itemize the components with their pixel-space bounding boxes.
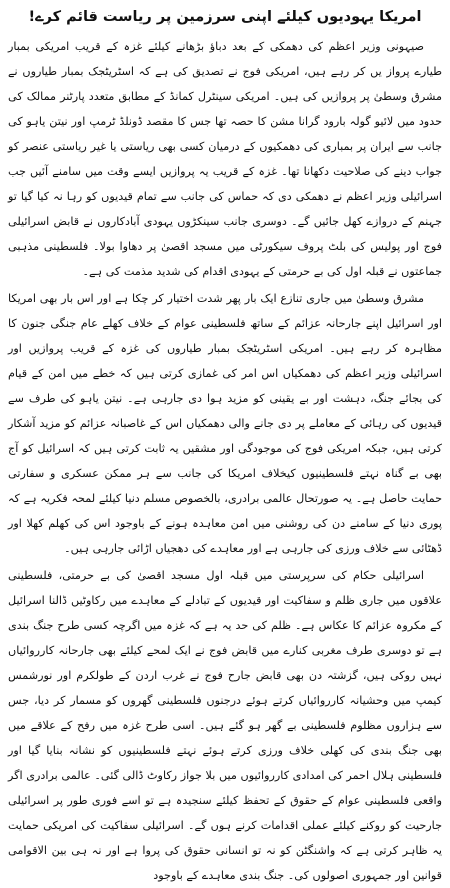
article-paragraph-1: صیہونی وزیر اعظم کی دھمکی کے بعد دباؤ بڑھانے کیلئے غزہ کے قریب امریکی بمبار طیارے پرواز یں کر رہے ہیں، امریکی فوج نے تصدیق کی ہے کہ اسٹریٹجک بمبار طیاروں نے مشرق وسطیٰ پر پروازیں کی ہیں۔ امریکی سینٹرل کمانڈ کے مطابق متعدد پارٹنر ممالک کی حدود میں لائیو گولہ بارود گرانا مشن کا حصہ تھا جس کا مقصد ڈونلڈ ٹرمپ اور نیتن یاہو کی جانب سے ایران پر بمباری کی دھمکیوں کے درمیان کسی بھی ریاستی یا غیر ریاستی عنصر کو جواب دینے کی صلاحیت دکھانا تھا۔ غزہ کے قریب یہ پروازیں ایسے وقت میں سامنے آئیں جب اسرائیلی وزیر اعظم نے دھمکی دی کہ حماس کی جانب سے تمام قیدیوں کو رہا نہ کیا گیا تو جہنم کے دروازے کھل جائیں گے۔ دوسری جانب سینکڑوں یہودی آبادکاروں نے قابض اسرائیلی فوج اور پولیس کی بلٹ پروف سیکورٹی میں مسجد اقصیٰ پر دھاوا بولا۔ فلسطینی مذہبی جماعتوں نے قبلہ اول کی بے حرمتی کے یہودی اقدام کی شدید مذمت کی ہے۔ [8,40,442,278]
article-paragraph-3: اسرائیلی حکام کی سرپرستی میں قبلہ اول مسجد اقصیٰ کی بے حرمتی، فلسطینی علاقوں میں جاری ظلم و سفاکیت اور قیدیوں کے تبادلے کے معاہدے میں رکاوٹیں ڈالنا اسرائیل کے مکروہ عزائم کا عکاس ہے۔ ظلم کی حد یہ ہے کہ غزہ میں اگرچہ کسی طرح جنگ بندی ہے تو دوسری طرف مغربی کنارے میں قابض فوج نے ایک لمحے کیلئے بھی جارحانہ کارروائیاں نہیں روکی ہیں، گزشتہ دن بھی قابض جارح فوج نے غرب اردن کے طولکرم اور نورشمس کیمپ میں وحشیانہ کارروائیاں کرتے ہوئے درجنوں فلسطینی گھروں کو مسمار کر دیا، جس سے ہزاروں مظلوم فلسطینی بے گھر ہو گئے ہیں۔ اسی طرح غزہ میں رفح کے علاقے میں بھی جنگ بندی کی کھلی خلاف ورزی کرتے ہوئے نہتے فلسطینیوں کو نشانہ بنایا گیا اور فلسطینی ہلال احمر کی امدادی کارروائیوں میں بلا جواز رکاوٹ ڈالی گئی۔ عالمی برادری اگر واقعی فلسطینی عوام کے حقوق کے تحفظ کیلئے سنجیدہ ہے تو اسے فوری طور پر اسرائیلی جارحیت کو روکنے کیلئے عملی اقدامات کرنے ہوں گے۔ اسرائیلی سفاکیت کی امریکی حمایت یہ ظاہر کرتی ہے کہ واشنگٹن کو نہ تو انسانی حقوق کی پروا ہے اور نہ ہی بین الاقوامی قوانین اور جمہوری اصولوں کی۔ جنگ بندی معاہدے کے باوجود [8,569,442,882]
article-paragraph-2: مشرق وسطیٰ میں جاری تنازع ایک بار پھر شدت اختیار کر چکا ہے اور اس بار بھی امریکا اور اسرائیل اپنے جارحانہ عزائم کے ساتھ فلسطینی عوام کے خلاف کھلے عام جنگی جنون کا مظاہرہ کر رہے ہیں۔ امریکی اسٹریٹجک بمبار طیاروں کی غزہ کے قریب پروازیں اور اسرائیلی وزیر اعظم کی دھمکیاں اس امر کی غمازی کرتی ہیں کہ خطے میں امن کے قیام کی بجائے جنگ، دہشت اور بے یقینی کو مزید ہوا دی جارہی ہے۔ نیتن یاہو کی طرف سے قیدیوں کی رہائی کے معاملے پر دی جانے والی دھمکیاں اس کے غاصبانہ عزائم کو مزید آشکار کرتی ہیں، جبکہ امریکی فوج کی موجودگی اور مشقیں یہ ثابت کرتی ہیں کہ اسرائیل کو آج بھی بے گناہ نہتے فلسطینیوں کیخلاف امریکا کی جانب سے ہر ممکن عسکری و سفارتی حمایت حاصل ہے۔ یہ صورتحال عالمی برادری، بالخصوص مسلم دنیا کیلئے لمحہ فکریہ ہے کہ پوری دنیا کے سامنے دن کی روشنی میں امن معاہدہ ہونے کے باوجود اس کی کھلم کھلا اور ڈھٹائی سے خلاف ورزی کی جارہی ہے اور معاہدے کی دھجیاں اڑائی جارہی ہیں۔ [8,292,442,555]
article-headline: امریکا یہودیوں کیلئے اپنی سرزمین پر ریاست قائم کرے! [28,9,422,25]
